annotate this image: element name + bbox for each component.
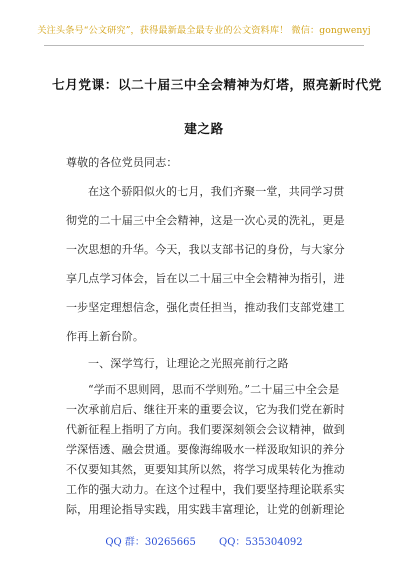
paragraph-2-line: 工作的强大动力。在这个过程中，我们要坚持理论联系实: [66, 483, 345, 496]
header-banner: 关注头条号“公文研究”，获得最新最全最专业的公文资料库！ 微信：gongwenyj: [37, 25, 371, 36]
paragraph-1-line: 作再上新台阶。: [66, 330, 145, 343]
footer-qq-group[interactable]: QQ 群：30265665: [105, 537, 196, 548]
document-title-line-2: 建之路: [184, 121, 224, 136]
paragraph-2-line: 一次承前启后、继往开来的重要会议，它为我们党在新时: [66, 403, 345, 416]
paragraph-2-line: 际，用理论指导实践，用实践丰富理论，让党的创新理论: [66, 503, 345, 516]
footer-contact: [0, 533, 408, 548]
header-divider: [44, 45, 364, 46]
paragraph-1-line: 在这个骄阳似火的七月，我们齐聚一堂，共同学习贯: [88, 185, 345, 198]
paragraph-1-line: 享几点学习体会，旨在以二十届三中全会精神为指引，进: [66, 272, 345, 285]
paragraph-2-line: 不仅要知其然，更要知其所以然，将学习成果转化为推动: [66, 463, 345, 476]
section-heading-1: 一、深学笃行，让理论之光照亮前行之路: [88, 357, 289, 370]
paragraph-1-line: 一步坚定理想信念，强化责任担当，推动我们支部党建工: [66, 301, 345, 314]
paragraph-1-line: 彻党的二十届三中全会精神，这是一次心灵的洗礼，更是: [66, 214, 345, 227]
document-title-line-1: 七月党课：以二十届三中全会精神为灯塔，照亮新时代党: [52, 77, 382, 92]
paragraph-2-line: 学深悟透、融会贯通。要像海绵吸水一样汲取知识的养分: [66, 443, 345, 456]
salutation: 尊敬的各位党员同志：: [66, 156, 178, 169]
paragraph-1-line: 一次思想的升华。今天，我以支部书记的身份，与大家分: [66, 243, 345, 256]
paragraph-2-line: “学而不思则罔，思而不学则殆。”二十届三中全会是: [88, 383, 340, 396]
paragraph-2-line: 代新征程上指明了方向。我们要深刻领会会议精神，做到: [66, 423, 345, 436]
footer-qq[interactable]: QQ：535304092: [219, 537, 303, 548]
